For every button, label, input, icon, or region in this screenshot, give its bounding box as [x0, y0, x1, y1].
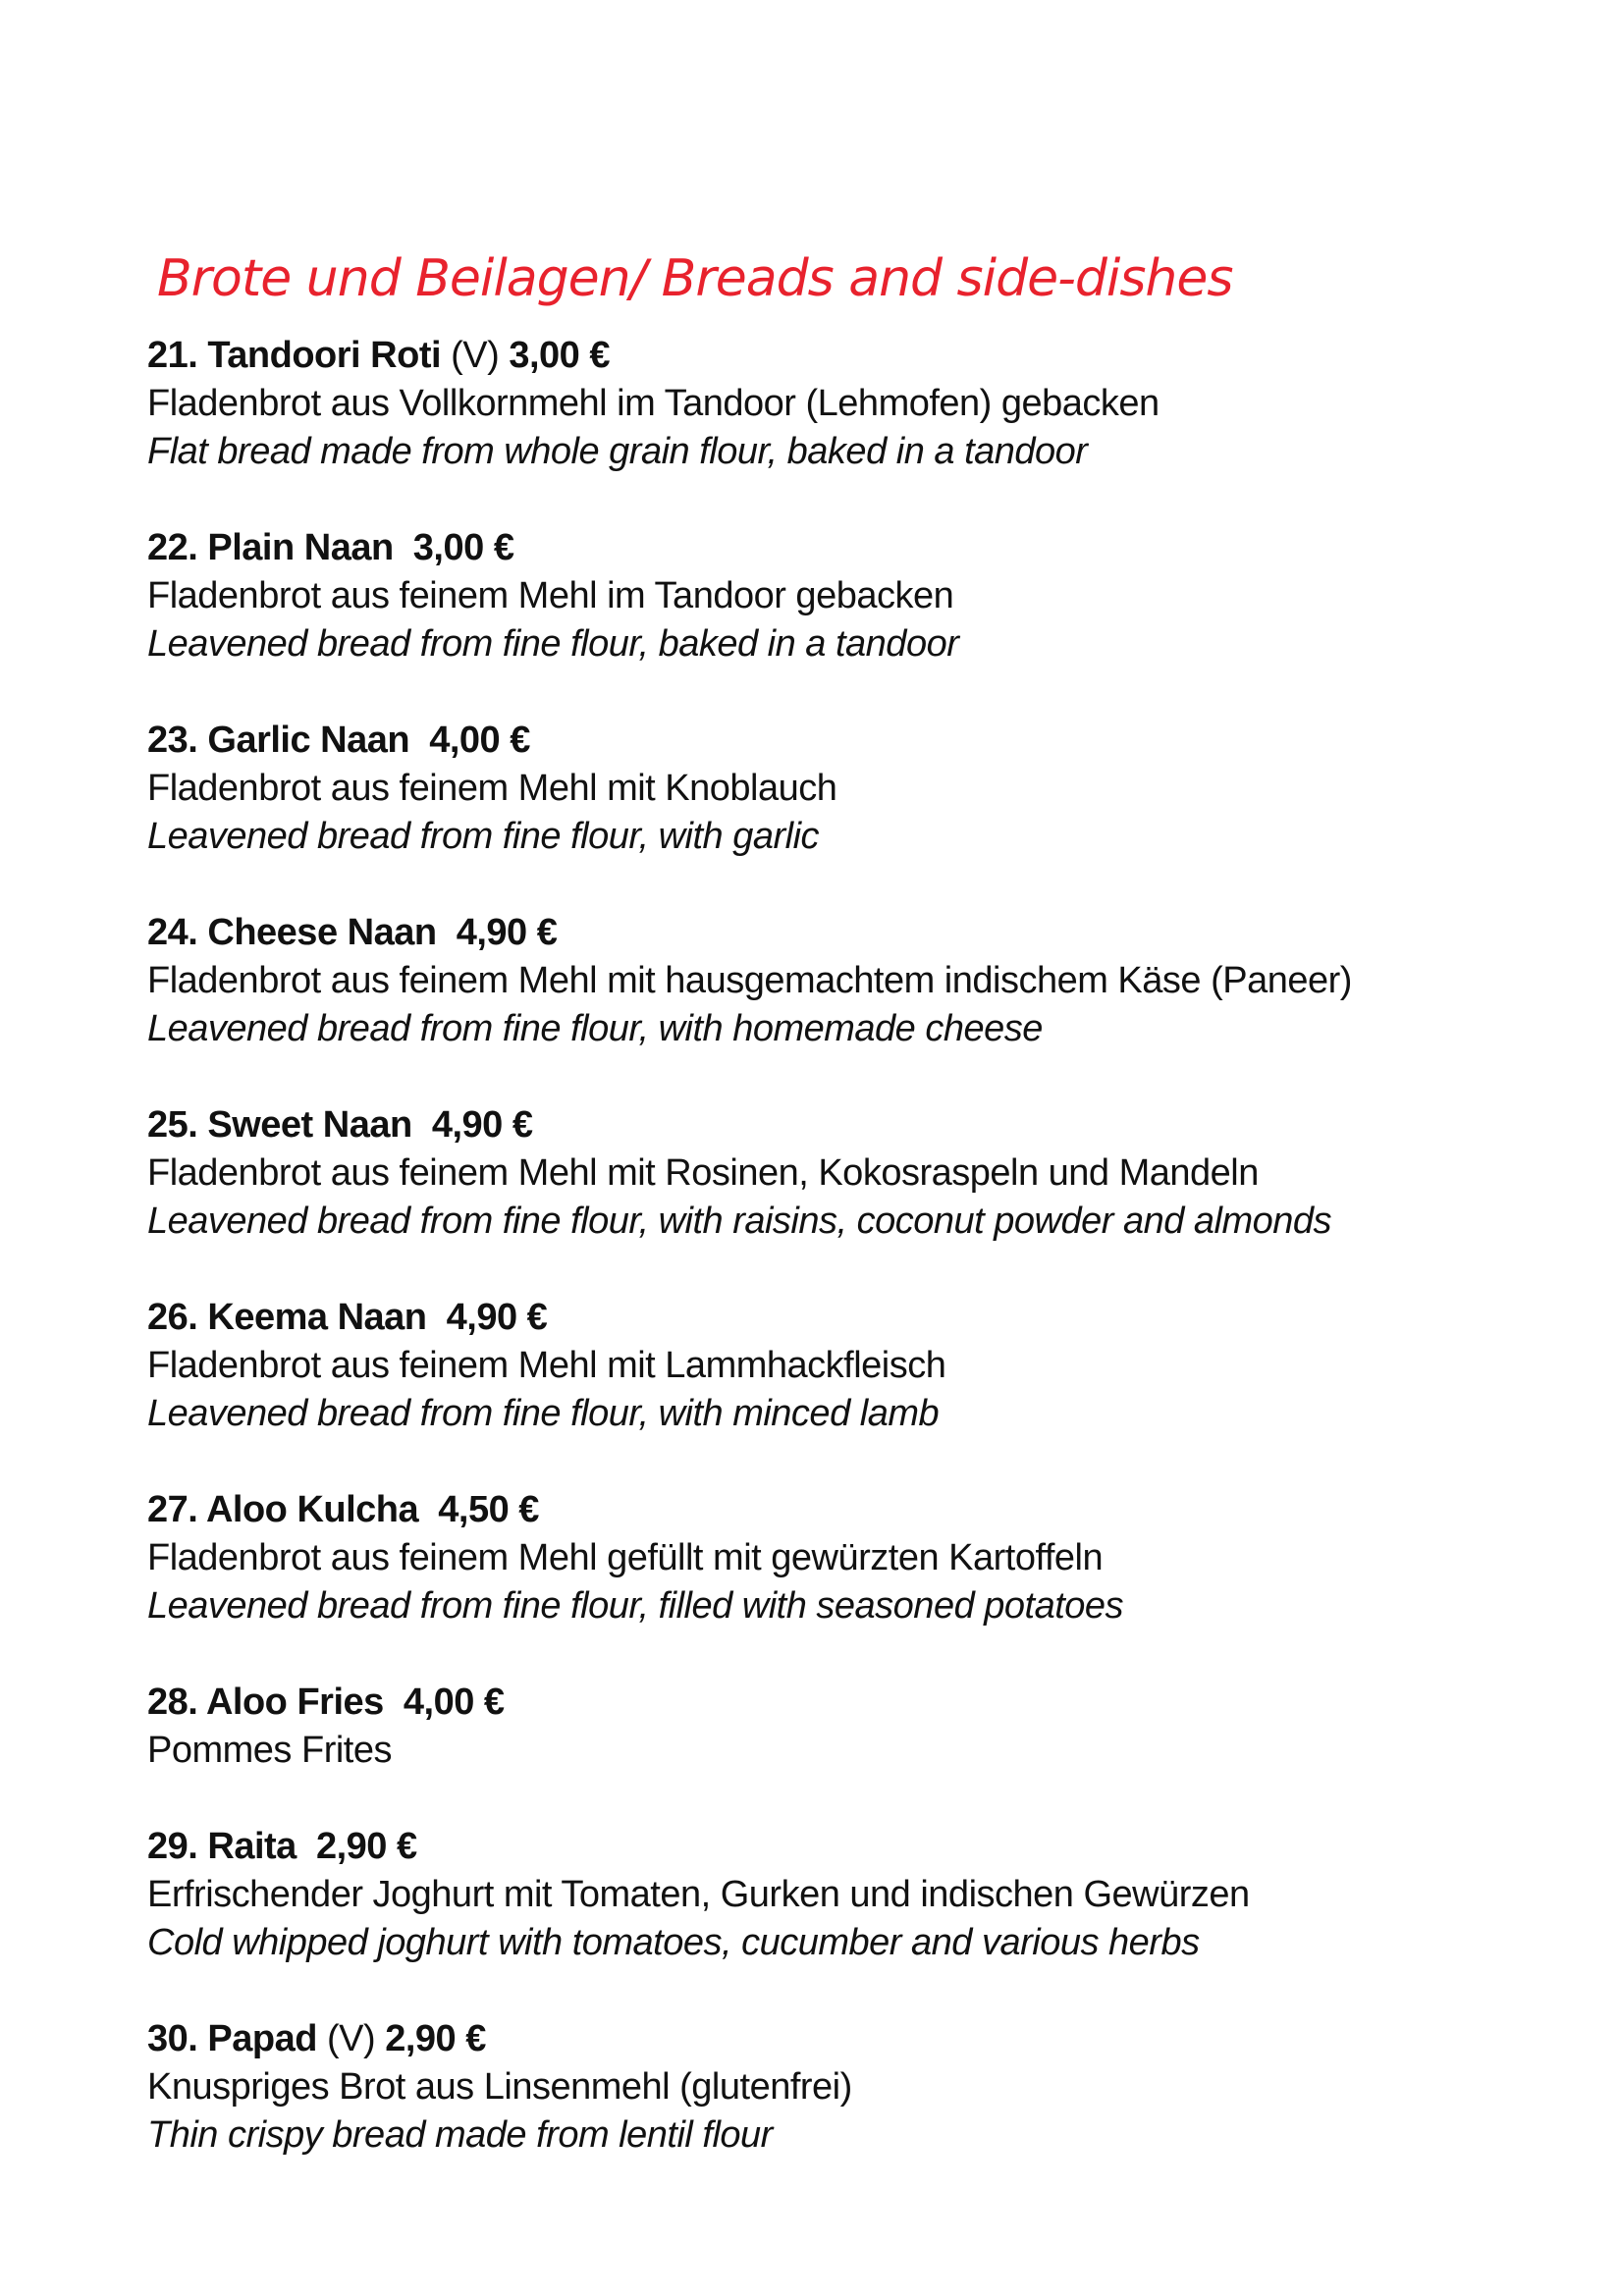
item-price: 4,90 €: [456, 912, 558, 953]
item-desc-english: Leavened bread from fine flour, baked in a tandoor: [147, 623, 959, 665]
item-title: [147, 717, 1559, 765]
item-desc-english: Leavened bread from fine flour, with minced lamb: [147, 1393, 940, 1434]
item-desc-german: Fladenbrot aus feinem Mehl mit Lammhackfleisch: [147, 1345, 946, 1386]
item-price: 2,90 €: [385, 2018, 486, 2059]
item-number-name: 22. Plain Naan: [147, 527, 394, 568]
veg-label: [437, 912, 457, 953]
item-title: [147, 1823, 1559, 1871]
item-desc-english: Leavened bread from fine flour, filled with seasoned potatoes: [147, 1585, 1124, 1627]
item-number-name: 30. Papad: [147, 2018, 317, 2059]
menu-item-25: [147, 1101, 1559, 1246]
item-title: [147, 524, 1559, 572]
menu-item-24: [147, 909, 1559, 1053]
item-price: 2,90 €: [315, 1826, 417, 1867]
menu-item-26: [147, 1294, 1559, 1438]
item-desc-english: Cold whipped joghurt with tomatoes, cucumber and various herbs: [147, 1922, 1200, 1963]
item-number-name: 23. Garlic Naan: [147, 720, 410, 761]
item-title: [147, 332, 1559, 380]
item-price: 4,90 €: [446, 1297, 548, 1338]
menu-item-28: [147, 1679, 1559, 1775]
item-title: [147, 1486, 1559, 1534]
veg-label: [427, 1297, 447, 1338]
item-price: 3,00 €: [509, 335, 610, 376]
item-desc-english: Leavened bread from fine flour, with garlic: [147, 816, 820, 857]
item-desc-german: Fladenbrot aus Vollkornmehl im Tandoor (Lehmofen) gebacken: [147, 383, 1160, 424]
item-number-name: 27. Aloo Kulcha: [147, 1489, 419, 1530]
item-title: [147, 1679, 1559, 1727]
menu-item-30: [147, 2015, 1559, 2160]
item-price: 3,00 €: [412, 527, 514, 568]
veg-label: [412, 1104, 432, 1146]
item-number-name: 21. Tandoori Roti: [147, 335, 442, 376]
item-price: 4,50 €: [438, 1489, 539, 1530]
menu-item-22: [147, 524, 1559, 668]
item-desc-english: Thin crispy bread made from lentil flour: [147, 2114, 773, 2156]
menu-item-21: [147, 332, 1559, 476]
item-desc-english: Leavened bread from fine flour, with raisins, coconut powder and almonds: [147, 1201, 1332, 1242]
item-number-name: 24. Cheese Naan: [147, 912, 437, 953]
item-desc-german: Pommes Frites: [147, 1730, 392, 1771]
item-desc-german: Fladenbrot aus feinem Mehl mit Knoblauch: [147, 768, 837, 809]
item-price: 4,00 €: [403, 1682, 505, 1723]
item-desc-german: Fladenbrot aus feinem Mehl mit Rosinen, Kokosraspeln und Mandeln: [147, 1152, 1259, 1194]
section-heading: Brote und Beilagen/ Breads and side-dishes: [157, 249, 1233, 308]
veg-label: [409, 720, 429, 761]
item-title: [147, 1294, 1559, 1342]
menu-item-23: [147, 717, 1559, 861]
veg-label: (V): [316, 2018, 386, 2059]
item-desc-german: Erfrischender Joghurt mit Tomaten, Gurken und indischen Gewürzen: [147, 1874, 1250, 1915]
item-desc-english: Leavened bread from fine flour, with homemade cheese: [147, 1008, 1043, 1049]
veg-label: (V): [441, 335, 510, 376]
item-number-name: 26. Keema Naan: [147, 1297, 427, 1338]
veg-label: [384, 1682, 404, 1723]
item-desc-german: Fladenbrot aus feinem Mehl mit hausgemachtem indischem Käse (Paneer): [147, 960, 1352, 1001]
item-desc-german: Fladenbrot aus feinem Mehl im Tandoor gebacken: [147, 575, 954, 616]
menu-item-27: [147, 1486, 1559, 1630]
veg-label: [297, 1826, 316, 1867]
item-title: [147, 2015, 1559, 2063]
veg-label: [394, 527, 413, 568]
item-title: [147, 909, 1559, 957]
menu-item-29: [147, 1823, 1559, 1967]
item-desc-german: Knuspriges Brot aus Linsenmehl (glutenfrei): [147, 2066, 852, 2108]
veg-label: [418, 1489, 438, 1530]
item-number-name: 28. Aloo Fries: [147, 1682, 384, 1723]
item-price: 4,90 €: [431, 1104, 533, 1146]
item-desc-english: Flat bread made from whole grain flour, baked in a tandoor: [147, 431, 1088, 472]
item-desc-german: Fladenbrot aus feinem Mehl gefüllt mit gewürzten Kartoffeln: [147, 1537, 1104, 1578]
item-number-name: 29. Raita: [147, 1826, 297, 1867]
item-price: 4,00 €: [429, 720, 530, 761]
item-number-name: 25. Sweet Naan: [147, 1104, 412, 1146]
item-title: [147, 1101, 1559, 1149]
